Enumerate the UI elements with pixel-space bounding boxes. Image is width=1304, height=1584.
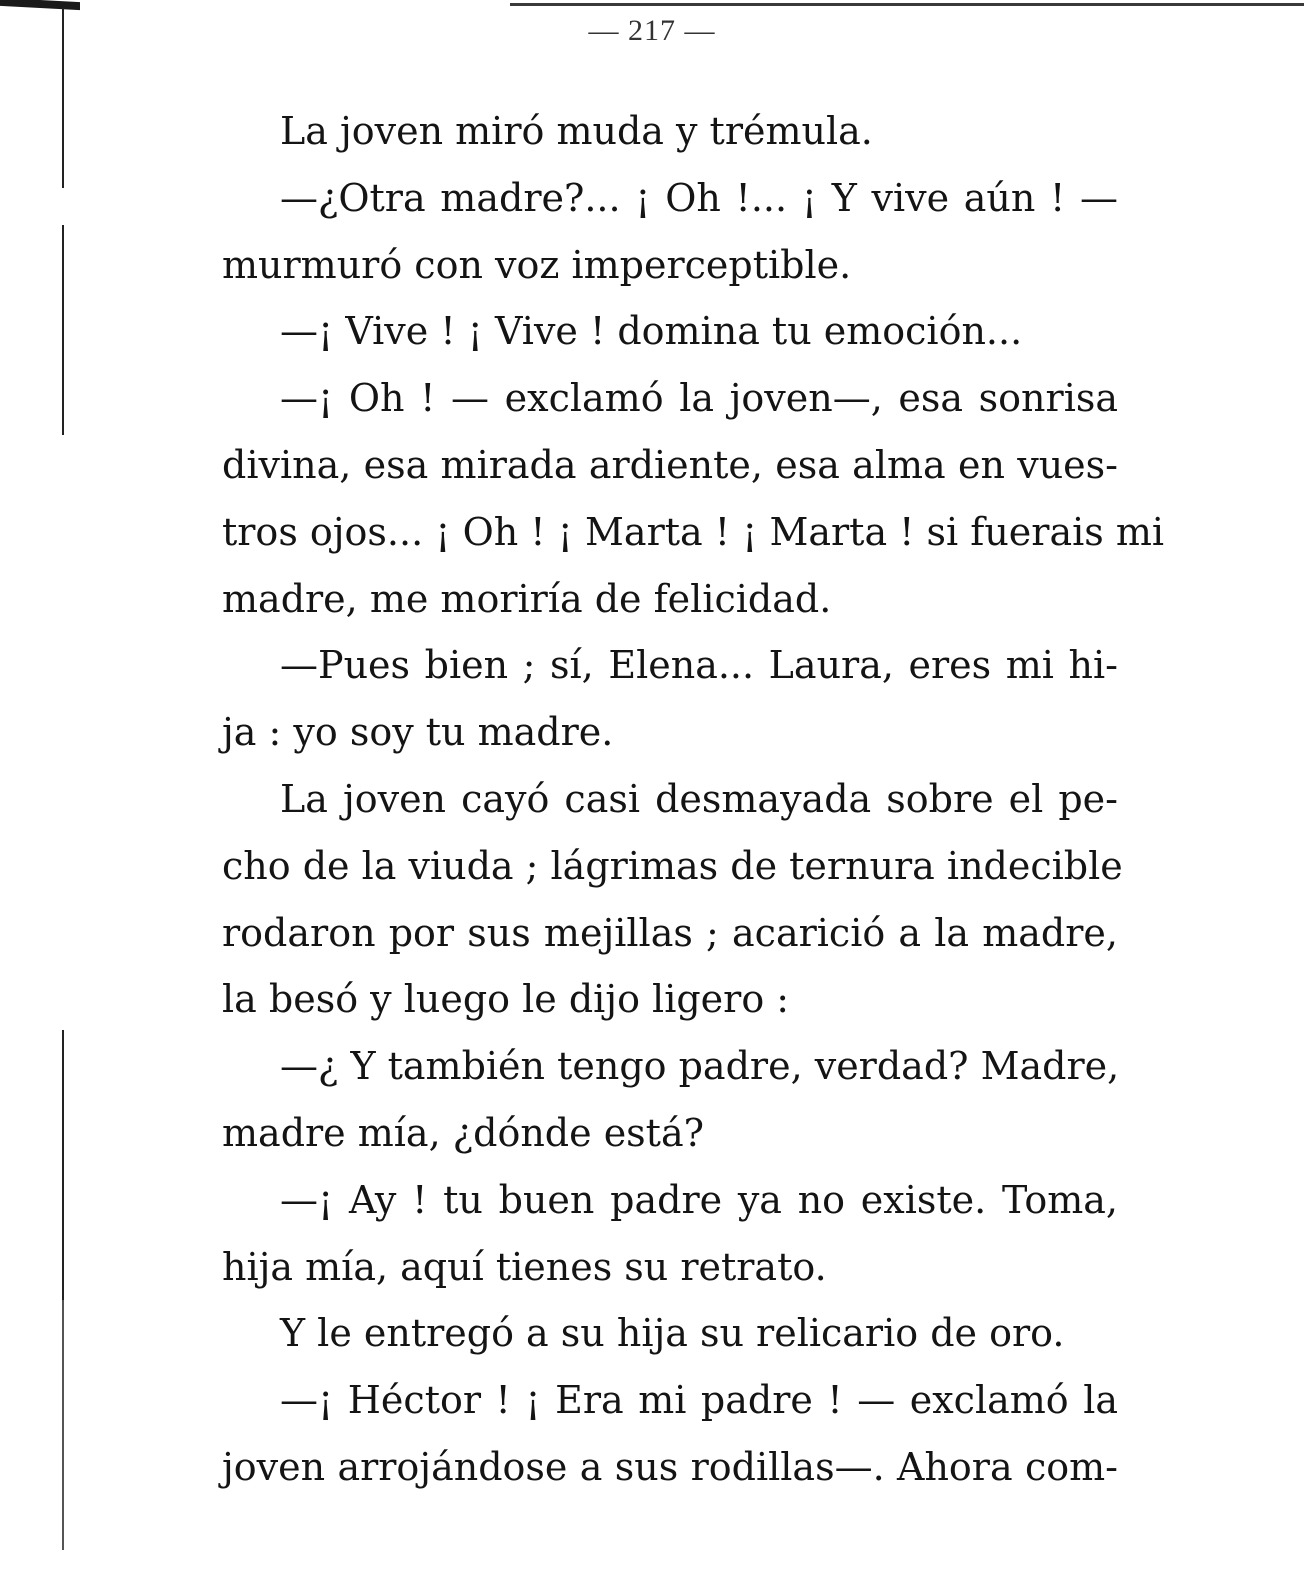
text-line: tros ojos... ¡ Oh ! ¡ Marta ! ¡ Marta ! si fuerais mi xyxy=(222,509,1165,554)
text-line: madre mía, ¿dónde está? xyxy=(222,1110,704,1155)
text-line: cho de la viuda ; lágrimas de ternura indecible xyxy=(222,843,1123,888)
page-number: — 217 — xyxy=(588,14,716,47)
text-line: —¿Otra madre?... ¡ Oh !... ¡ Y vive aún ! — xyxy=(280,175,1118,220)
text-line: La joven cayó casi desmayada sobre el pe- xyxy=(280,776,1118,821)
binding-line xyxy=(62,1300,64,1550)
text-line: —¡ Ay ! tu buen padre ya no existe. Toma, xyxy=(280,1177,1118,1222)
text-line: —Pues bien ; sí, Elena... Laura, eres mi hi- xyxy=(280,643,1118,688)
top-rule xyxy=(510,3,1304,6)
binding-line xyxy=(62,1030,64,1300)
text-line: La joven miró muda y trémula. xyxy=(280,109,873,153)
text-line: —¡ Vive ! ¡ Vive ! domina tu emoción... xyxy=(280,309,1023,354)
text-line: —¿ Y también tengo padre, verdad? Madre, xyxy=(280,1044,1120,1089)
text-line: murmuró con voz imperceptible. xyxy=(222,242,852,287)
text-line: divina, esa mirada ardiente, esa alma en vues- xyxy=(222,442,1118,487)
text-line: ja : yo soy tu madre. xyxy=(222,710,614,755)
text-line: —¡ Oh ! — exclamó la joven—, esa sonrisa xyxy=(280,376,1118,421)
binding-line xyxy=(62,225,64,435)
text-line: hija mía, aquí tienes su retrato. xyxy=(222,1244,827,1289)
body-text xyxy=(222,98,1165,1501)
text-line: madre, me moriría de felicidad. xyxy=(222,576,832,621)
text-line: joven arrojándose a sus rodillas—. Ahora com- xyxy=(222,1444,1118,1489)
text-line: la besó y luego le dijo ligero : xyxy=(222,977,790,1022)
text-line: —¡ Héctor ! ¡ Era mi padre ! — exclamó la xyxy=(280,1378,1118,1423)
binding-corner-mark xyxy=(0,0,80,10)
text-line: Y le entregó a su hija su relicario de oro. xyxy=(280,1311,1065,1356)
text-line: rodaron por sus mejillas ; acarició a la madre, xyxy=(222,910,1118,955)
page-binding-edge xyxy=(58,0,68,1584)
